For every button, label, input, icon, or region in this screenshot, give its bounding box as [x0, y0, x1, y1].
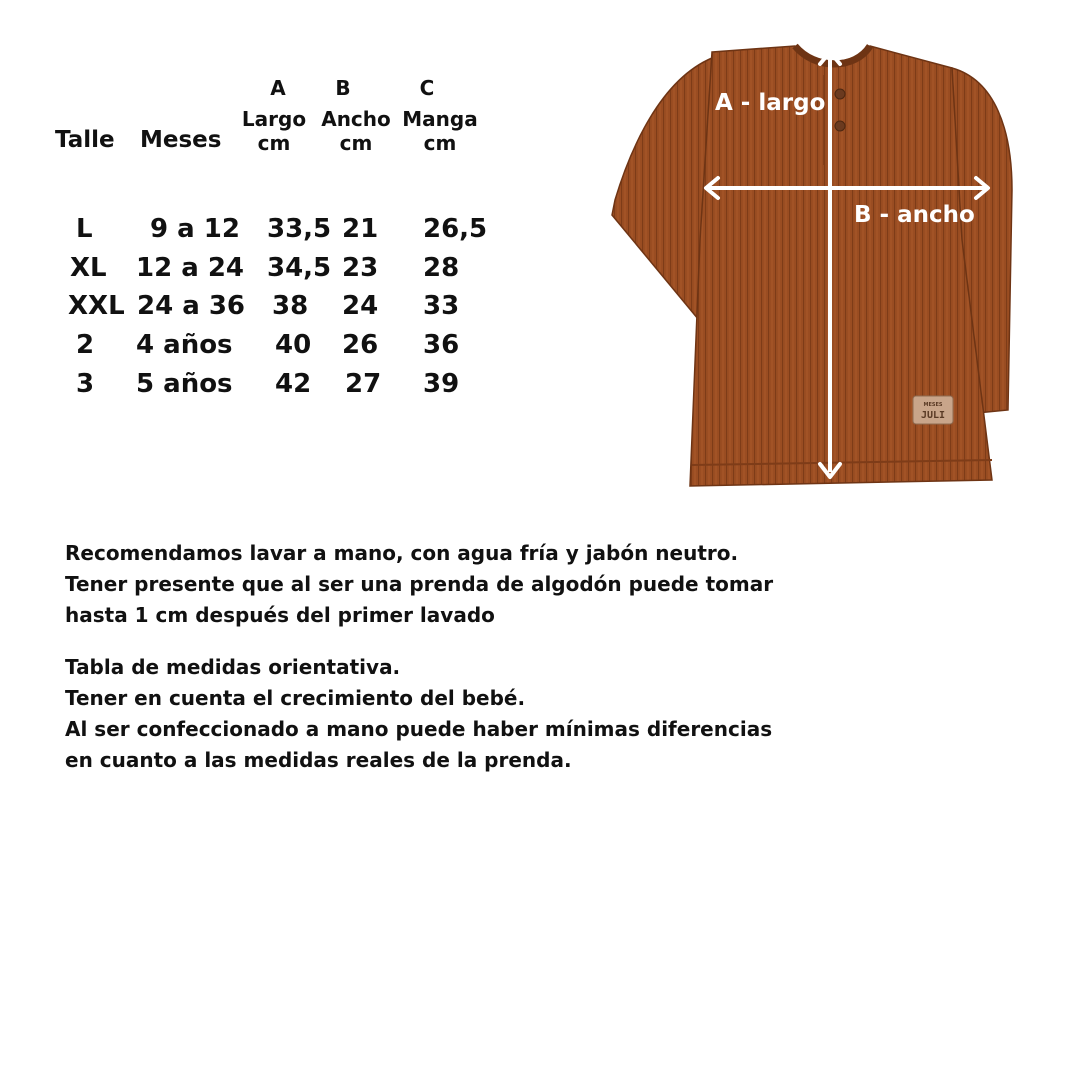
cell-meses: 9 a 12 [150, 214, 240, 244]
cell-manga: 33 [423, 291, 460, 321]
label-largo: A - largo [715, 90, 826, 116]
cell-manga: 39 [423, 369, 460, 399]
cell-talle: XXL [68, 291, 125, 321]
cell-manga: 28 [423, 253, 460, 283]
button-icon [835, 121, 845, 131]
label-ancho: B - ancho [854, 202, 975, 228]
shirt-tag-small-text: MESES [923, 402, 943, 408]
care-note-line: Recomendamos lavar a mano, con agua fría y jabón neutro. [65, 541, 739, 565]
cell-ancho: 21 [342, 214, 379, 244]
cell-talle: 2 [76, 330, 95, 360]
header-ancho-unit: cm [339, 131, 373, 155]
cell-talle: 3 [76, 369, 95, 399]
cell-ancho: 27 [345, 369, 382, 399]
button-icon [835, 89, 845, 99]
header-talle: Talle [55, 127, 115, 153]
size-note [65, 652, 772, 776]
cell-meses: 24 a 36 [137, 291, 246, 321]
header-largo-unit: cm [257, 131, 291, 155]
size-note-line: Tabla de medidas orientativa. [65, 655, 401, 679]
header-manga [390, 107, 490, 155]
column-letter-a: A [270, 76, 286, 100]
cell-meses: 4 años [136, 330, 233, 360]
cell-manga: 36 [423, 330, 460, 360]
header-meses: Meses [140, 127, 222, 153]
cell-ancho: 23 [342, 253, 379, 283]
shirt-illustration [600, 40, 1080, 500]
shirt-tag-brand: JULI [920, 410, 946, 421]
cell-largo: 33,5 [267, 214, 332, 244]
cell-largo: 42 [275, 369, 312, 399]
cell-meses: 5 años [136, 369, 233, 399]
size-note-line: Tener en cuenta el crecimiento del bebé. [65, 686, 526, 710]
cell-largo: 40 [275, 330, 312, 360]
column-letter-b: B [335, 76, 351, 100]
size-note-line: Al ser confeccionado a mano puede haber mínimas diferencias [65, 717, 773, 741]
cell-meses: 12 a 24 [136, 253, 245, 283]
column-letter-c: C [419, 76, 435, 100]
cell-manga: 26,5 [423, 214, 488, 244]
header-largo-label: Largo [241, 107, 307, 131]
care-note-line: hasta 1 cm después del primer lavado [65, 603, 495, 627]
header-manga-label: Manga [402, 107, 478, 131]
cell-ancho: 24 [342, 291, 379, 321]
cell-largo: 38 [272, 291, 309, 321]
size-note-line: en cuanto a las medidas reales de la prenda. [65, 748, 572, 772]
cell-ancho: 26 [342, 330, 379, 360]
cell-talle: XL [70, 253, 107, 283]
header-ancho-label: Ancho [321, 107, 391, 131]
cell-largo: 34,5 [267, 253, 332, 283]
care-note-line: Tener presente que al ser una prenda de algodón puede tomar [65, 572, 774, 596]
cell-talle: L [76, 214, 93, 244]
header-manga-unit: cm [423, 131, 457, 155]
care-note [65, 538, 773, 631]
